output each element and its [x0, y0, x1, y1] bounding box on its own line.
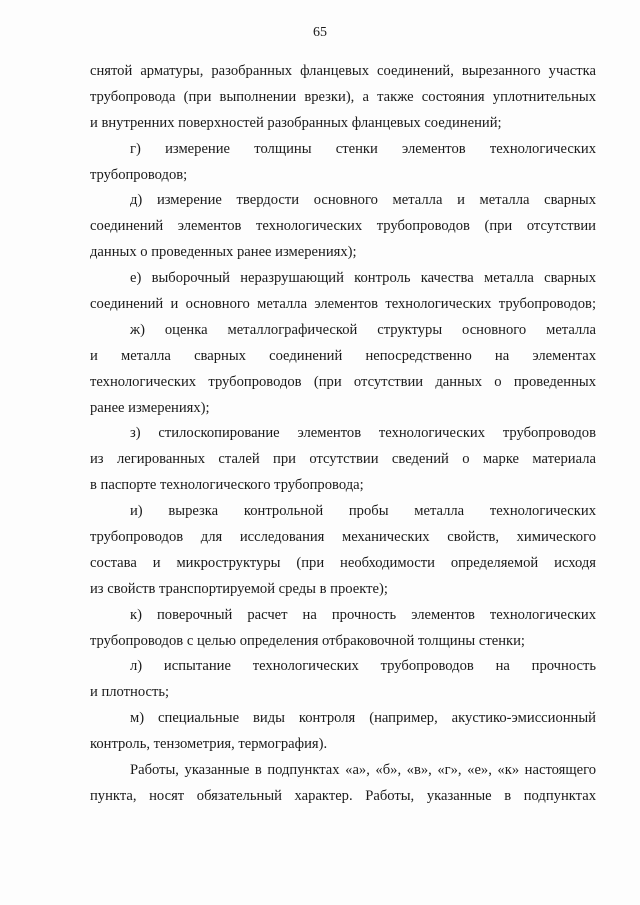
text-line: данных о проведенных ранее измерениях);	[90, 244, 357, 261]
text-line: из свойств транспортируемой среды в проекте);	[90, 580, 388, 597]
text-line: и внутренних поверхностей разобранных фланцевых соединений;	[90, 114, 502, 131]
text-line: пункта, носят обязательный характер. Работы, указанные в подпунктах	[90, 787, 596, 804]
text-line: м) специальные виды контроля (например, акустико-эмиссионный	[130, 710, 596, 727]
text-line: технологических трубопроводов (при отсутствии данных о проведенных	[90, 373, 596, 390]
text-line: и) вырезка контрольной пробы металла технологических	[130, 503, 596, 520]
text-line: и металла сварных соединений непосредственно на элементах	[90, 347, 596, 364]
page-number: 65	[313, 25, 327, 40]
text-line: ж) оценка металлографической структуры основного металла	[130, 321, 596, 338]
text-line: з) стилоскопирование элементов технологических трубопроводов	[130, 425, 596, 442]
text-line: г) измерение толщины стенки элементов технологических	[130, 140, 596, 157]
text-line: в паспорте технологического трубопровода;	[90, 477, 364, 494]
text-line: е) выборочный неразрушающий контроль качества металла сварных	[130, 270, 596, 287]
text-line: соединений элементов технологических трубопроводов (при отсутствии	[90, 218, 596, 235]
text-line: трубопровода (при выполнении врезки), а также состояния уплотнительных	[90, 88, 596, 105]
text-line: из легированных сталей при отсутствии сведений о марке материала	[90, 451, 596, 468]
text-line: трубопроводов;	[90, 166, 188, 183]
text-line: состава и микроструктуры (при необходимости определяемой исходя	[90, 554, 596, 571]
text-line: Работы, указанные в подпунктах «а», «б», «в», «г», «е», «к» настоящего	[130, 762, 596, 779]
text-line: соединений и основного металла элементов технологических трубопроводов;	[90, 296, 596, 313]
text-line: трубопроводов с целью определения отбраковочной толщины стенки;	[90, 632, 525, 649]
text-line: д) измерение твердости основного металла и металла сварных	[130, 192, 596, 209]
text-line: и плотность;	[90, 684, 170, 701]
text-line: ранее измерениях);	[90, 399, 210, 416]
text-line: контроль, тензометрия, термография).	[90, 736, 328, 753]
body-text	[90, 59, 596, 810]
text-line: к) поверочный расчет на прочность элементов технологических	[130, 606, 596, 623]
text-line: л) испытание технологических трубопроводов на прочность	[130, 658, 596, 675]
text-line: трубопроводов для исследования механических свойств, химического	[90, 529, 596, 546]
text-line: снятой арматуры, разобранных фланцевых соединений, вырезанного участка	[90, 63, 596, 79]
